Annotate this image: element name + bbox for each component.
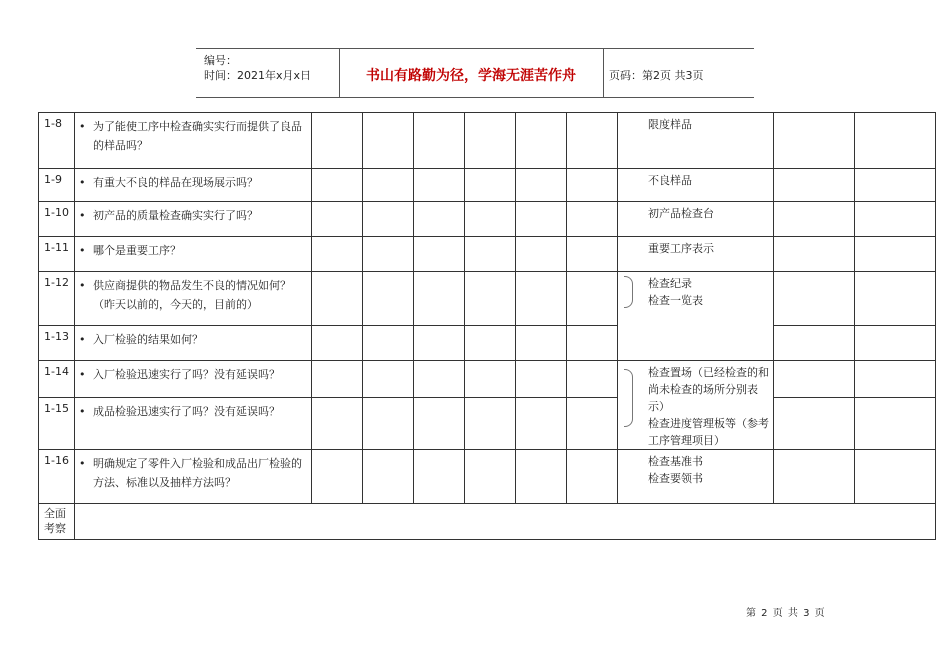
rating-cell[interactable] [363,113,414,169]
rating-cell[interactable] [363,237,414,272]
item-reference: 重要工序表示 [618,237,774,272]
brace-icon [624,276,633,308]
note-cell[interactable] [774,450,855,504]
note-cell[interactable] [855,272,936,326]
rating-cell[interactable] [414,398,465,450]
rating-cell[interactable] [465,450,516,504]
note-cell[interactable] [855,398,936,450]
rating-cell[interactable] [516,202,567,237]
rating-cell[interactable] [312,169,363,202]
item-question [75,237,312,272]
item-number: 1-11 [39,237,75,272]
summary-row [39,504,936,540]
rating-cell[interactable] [363,202,414,237]
rating-cell[interactable] [516,113,567,169]
rating-cell[interactable] [363,326,414,361]
rating-cell[interactable] [363,398,414,450]
page-header [196,48,754,98]
item-number: 1-13 [39,326,75,361]
question-text: 哪个是重要工序？ [93,244,181,257]
rating-cell[interactable] [516,169,567,202]
rating-cell[interactable] [363,450,414,504]
rating-cell[interactable] [567,450,618,504]
rating-cell[interactable] [465,398,516,450]
item-reference: 检查基准书 检查要领书 [618,450,774,504]
rating-cell[interactable] [567,113,618,169]
bullet-icon: • [79,176,86,189]
rating-cell[interactable] [465,272,516,326]
header-meta-cell [196,49,340,97]
bullet-icon: • [79,333,86,346]
rating-cell[interactable] [465,113,516,169]
note-cell[interactable] [774,237,855,272]
question-text: 有重大不良的样品在现场展示吗？ [93,176,258,189]
rating-cell[interactable] [312,361,363,398]
code-label: 编号： [204,54,237,67]
note-cell[interactable] [855,450,936,504]
rating-cell[interactable] [465,237,516,272]
rating-cell[interactable] [312,450,363,504]
question-text: 供应商提供的物品发生不良的情况如何？（昨天以前的，今天的，目前的） [93,279,291,311]
note-cell[interactable] [855,326,936,361]
summary-content[interactable] [75,504,936,540]
rating-cell[interactable] [516,237,567,272]
rating-cell[interactable] [414,326,465,361]
brace-icon [624,369,633,427]
item-reference [618,361,774,450]
item-number: 1-10 [39,202,75,237]
note-cell[interactable] [855,237,936,272]
item-question [75,272,312,326]
item-question [75,361,312,398]
bullet-icon: • [79,368,86,381]
table-row [39,237,936,272]
rating-cell[interactable] [414,450,465,504]
rating-cell[interactable] [567,326,618,361]
page-footer: 第 2 页 共 3 页 [746,608,826,619]
rating-cell[interactable] [567,272,618,326]
rating-cell[interactable] [414,113,465,169]
item-reference: 初产品检查台 [618,202,774,237]
rating-cell[interactable] [363,169,414,202]
header-motto-cell [339,49,604,97]
item-number: 1-12 [39,272,75,326]
note-cell[interactable] [774,113,855,169]
checklist-table [38,112,936,540]
rating-cell[interactable] [567,237,618,272]
bullet-icon: • [79,209,86,222]
note-cell[interactable] [774,202,855,237]
rating-cell[interactable] [465,169,516,202]
rating-cell[interactable] [516,326,567,361]
rating-cell[interactable] [312,326,363,361]
item-number: 1-8 [39,113,75,169]
question-text: 入厂检验迅速实行了吗？没有延误吗？ [93,368,280,381]
note-cell[interactable] [774,326,855,361]
rating-cell[interactable] [567,398,618,450]
rating-cell[interactable] [312,113,363,169]
note-cell[interactable] [855,113,936,169]
rating-cell[interactable] [414,169,465,202]
page-label: 页码：第2页 共3页 [609,69,704,82]
rating-cell[interactable] [465,361,516,398]
table-row [39,113,936,169]
rating-cell[interactable] [363,272,414,326]
note-cell[interactable] [774,361,855,398]
reference-text: 检查纪录 检查一览表 [648,277,703,307]
note-cell[interactable] [855,202,936,237]
rating-cell[interactable] [516,398,567,450]
item-question [75,113,312,169]
note-cell[interactable] [774,398,855,450]
table-row [39,202,936,237]
table-row [39,361,936,398]
motto: 书山有路勤为径，学海无涯苦作舟 [366,68,576,84]
question-text: 为了能使工序中检查确实实行而提供了良品的样品吗？ [93,120,302,152]
table-row [39,272,936,326]
item-number: 1-14 [39,361,75,398]
note-cell[interactable] [855,169,936,202]
rating-cell[interactable] [312,237,363,272]
question-text: 成品检验迅速实行了吗？没有延误吗？ [93,405,280,418]
item-number: 1-15 [39,398,75,450]
rating-cell[interactable] [414,272,465,326]
header-page-cell [603,49,754,97]
item-question [75,202,312,237]
table-row [39,326,936,361]
item-question [75,326,312,361]
bullet-icon: • [79,244,86,257]
question-text: 明确规定了零件入厂检验和成品出厂检验的方法、标准以及抽样方法吗？ [93,457,302,489]
bullet-icon: • [79,457,86,470]
checklist-body [39,113,936,540]
note-cell[interactable] [774,169,855,202]
summary-label: 全面考察 [39,504,75,540]
rating-cell[interactable] [567,361,618,398]
rating-cell[interactable] [516,272,567,326]
note-cell[interactable] [774,272,855,326]
rating-cell[interactable] [516,361,567,398]
item-question [75,398,312,450]
table-row [39,450,936,504]
table-row [39,169,936,202]
item-question [75,169,312,202]
item-number: 1-9 [39,169,75,202]
question-text: 入厂检验的结果如何？ [93,333,203,346]
rating-cell[interactable] [567,169,618,202]
question-text: 初产品的质量检查确实实行了吗？ [93,209,258,222]
rating-cell[interactable] [312,272,363,326]
item-number: 1-16 [39,450,75,504]
rating-cell[interactable] [465,202,516,237]
time-label: 时间：2021年x月x日 [204,69,312,82]
rating-cell[interactable] [312,202,363,237]
item-question [75,450,312,504]
item-reference [618,272,774,361]
rating-cell[interactable] [465,326,516,361]
bullet-icon: • [79,120,86,133]
item-reference: 不良样品 [618,169,774,202]
rating-cell[interactable] [516,450,567,504]
rating-cell[interactable] [414,202,465,237]
rating-cell[interactable] [567,202,618,237]
rating-cell[interactable] [414,361,465,398]
rating-cell[interactable] [312,398,363,450]
bullet-icon: • [79,279,86,292]
table-row [39,398,936,450]
rating-cell[interactable] [414,237,465,272]
rating-cell[interactable] [363,361,414,398]
bullet-icon: • [79,405,86,418]
item-reference: 限度样品 [618,113,774,169]
note-cell[interactable] [855,361,936,398]
reference-text: 检查置场（已经检查的和尚未检查的场所分别表示） 检查进度管理板等（参考工序管理项目） [648,366,769,447]
